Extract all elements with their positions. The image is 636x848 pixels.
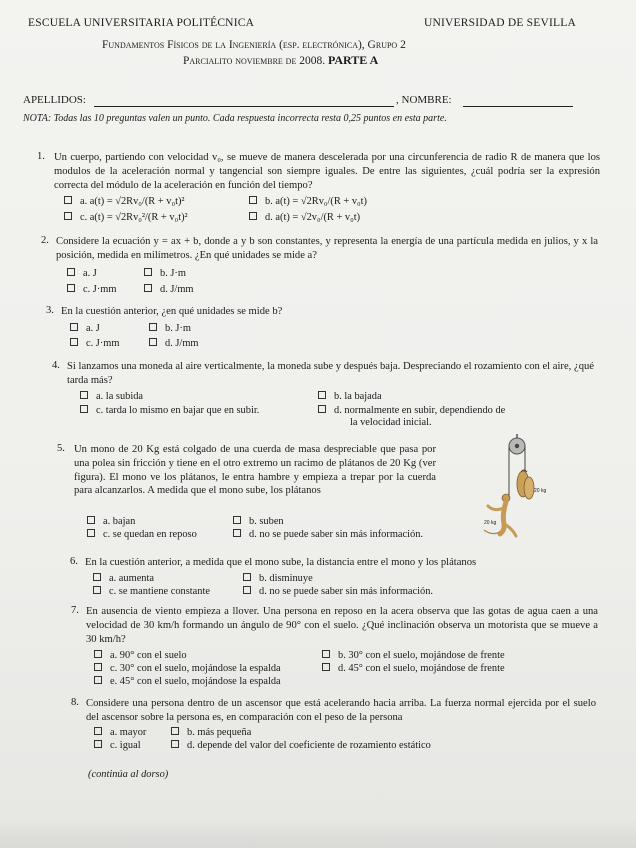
checkbox-icon[interactable]	[67, 268, 75, 276]
question-8-number: 8.	[71, 697, 79, 708]
q4-option-b[interactable]: b. la bajada	[318, 391, 382, 402]
q8-option-a[interactable]: a. mayor	[94, 727, 146, 738]
q3-option-d[interactable]: d. J/mm	[149, 338, 199, 349]
question-7-text: En ausencia de viento empieza a llover. Una persona en reposo en la acera observa que las gotas de agua caen a una velocidad de 30 km/h formando un ángulo de 90° con el suelo. ¿Qué inclinación observa un motorista que se mueve a 30 km/h?	[86, 606, 598, 646]
q1-option-d[interactable]: d. a(t) = √2v₀/(R + v₀t)	[249, 212, 360, 223]
q3-option-b[interactable]: b. J·m	[149, 323, 191, 334]
checkbox-icon[interactable]	[93, 586, 101, 594]
checkbox-icon[interactable]	[70, 338, 78, 346]
q1-option-c[interactable]: c. a(t) = √2Rv₀²/(R + v₀t)²	[64, 212, 188, 223]
q8-option-d[interactable]: d. depende del valor del coeficiente de rozamiento estático	[171, 740, 431, 751]
name-label: , NOMBRE:	[396, 94, 452, 106]
checkbox-icon[interactable]	[87, 516, 95, 524]
q4-option-d-continued: la velocidad inicial.	[350, 417, 432, 428]
q6-option-c[interactable]: c. se mantiene constante	[93, 586, 210, 597]
question-4-text: Si lanzamos una moneda al aire verticalmente, la moneda sube y después baja. Despreciando el rozamiento con el aire, ¿qué tarda más?	[67, 361, 594, 387]
checkbox-icon[interactable]	[149, 338, 157, 346]
checkbox-icon[interactable]	[322, 663, 330, 671]
q4-option-a[interactable]: a. la subida	[80, 391, 143, 402]
monkey-icon	[484, 494, 516, 536]
q6-option-d[interactable]: d. no se puede saber sin más información.	[243, 586, 433, 597]
q7-option-b[interactable]: b. 30° con el suelo, mojándose de frente	[322, 650, 505, 661]
q8-option-b[interactable]: b. más pequeña	[171, 727, 251, 738]
checkbox-icon[interactable]	[94, 727, 102, 735]
continue-note: (continúa al dorso)	[88, 769, 169, 780]
q2-option-a[interactable]: a. J	[67, 268, 97, 279]
question-5-text: Un mono de 20 Kg está colgado de una cuerda de masa despreciable que pasa por una polea sin fricción y tiene en el otro extremo un racimo de plátanos de 20 Kg (ver figura). El mono ve los plátanos, le entra hambre y empieza a trepar por la cuerda para alcanzarlos. A medida que el mono sube, los plátanos	[74, 444, 436, 497]
question-3-number: 3.	[46, 305, 54, 316]
school-name: ESCUELA UNIVERSITARIA POLITÉCNICA	[28, 17, 255, 29]
checkbox-icon[interactable]	[171, 727, 179, 735]
q5-option-a[interactable]: a. bajan	[87, 516, 135, 527]
checkbox-icon[interactable]	[64, 196, 72, 204]
q4-option-c[interactable]: c. tarda lo mismo en bajar que en subir.	[80, 405, 259, 416]
question-1-text: Un cuerpo, partiendo con velocidad v₀, se mueve de manera descelerada por una circunferencia de radio R de manera que los modulos de la aceleración normal y tangencial son siempre iguales. De entre las siguientes, ¿cuál podría ser la expresión correcta del módulo de la aceleración en función del tiempo?	[54, 152, 600, 192]
checkbox-icon[interactable]	[243, 573, 251, 581]
checkbox-icon[interactable]	[87, 529, 95, 537]
q7-option-a[interactable]: a. 90° con el suelo	[94, 650, 187, 661]
checkbox-icon[interactable]	[233, 516, 241, 524]
q1-option-a[interactable]: a. a(t) = √2Rv₀/(R + v₀t)²	[64, 196, 185, 207]
q4-option-d[interactable]: d. normalmente en subir, dependiendo de	[318, 405, 505, 416]
q6-option-b[interactable]: b. disminuye	[243, 573, 313, 584]
q2-option-d[interactable]: d. J/mm	[144, 284, 194, 295]
checkbox-icon[interactable]	[149, 323, 157, 331]
q5-option-d[interactable]: d. no se puede saber sin más información.	[233, 529, 423, 540]
question-6-number: 6.	[70, 556, 78, 567]
checkbox-icon[interactable]	[233, 529, 241, 537]
course-title: Fundamentos Físicos de la Ingeniería (esp. electrónica), Grupo 2	[102, 39, 406, 51]
pulley-figure	[466, 432, 566, 542]
exam-title	[183, 53, 378, 68]
question-7-number: 7.	[71, 605, 79, 616]
q7-option-e[interactable]: e. 45° con el suelo, mojándose la espalda	[94, 676, 281, 687]
bananas-icon	[517, 470, 534, 499]
q7-option-c[interactable]: c. 30° con el suelo, mojándose la espalda	[94, 663, 281, 674]
checkbox-icon[interactable]	[249, 196, 257, 204]
surname-label: APELLIDOS:	[23, 94, 86, 106]
bananas-mass-label: 20 kg	[534, 488, 547, 494]
q3-option-c[interactable]: c. J·mm	[70, 338, 119, 349]
q2-option-b[interactable]: b. J·m	[144, 268, 186, 279]
question-4-number: 4.	[52, 360, 60, 371]
q3-option-a[interactable]: a. J	[70, 323, 100, 334]
checkbox-icon[interactable]	[80, 391, 88, 399]
question-2-number: 2.	[41, 235, 49, 246]
surname-field[interactable]	[94, 106, 394, 107]
question-5-number: 5.	[57, 443, 65, 454]
checkbox-icon[interactable]	[318, 391, 326, 399]
exam-date: Parcialito noviembre de 2008.	[183, 55, 326, 67]
checkbox-icon[interactable]	[243, 586, 251, 594]
question-2-text: Considere la ecuación y = ax + b, donde a y b son constantes, y representa la energía de una partícula medida en julios, y x la posición, medida en milímetros. ¿En qué unidades se mide a?	[56, 236, 598, 262]
checkbox-icon[interactable]	[80, 405, 88, 413]
checkbox-icon[interactable]	[70, 323, 78, 331]
q2-option-c[interactable]: c. J·mm	[67, 284, 116, 295]
checkbox-icon[interactable]	[94, 663, 102, 671]
checkbox-icon[interactable]	[94, 740, 102, 748]
university-name: UNIVERSIDAD DE SEVILLA	[424, 17, 576, 29]
checkbox-icon[interactable]	[93, 573, 101, 581]
exam-note: NOTA: Todas las 10 preguntas valen un punto. Cada respuesta incorrecta resta 0,25 puntos en esta parte.	[23, 113, 447, 124]
question-1-number: 1.	[37, 151, 45, 162]
checkbox-icon[interactable]	[67, 284, 75, 292]
q8-option-c[interactable]: c. igual	[94, 740, 141, 751]
monkey-mass-label: 20 kg	[484, 520, 497, 526]
pulley-icon	[509, 434, 525, 454]
question-3-text: En la cuestión anterior, ¿en qué unidades se mide b?	[61, 306, 283, 317]
q5-option-b[interactable]: b. suben	[233, 516, 284, 527]
checkbox-icon[interactable]	[144, 284, 152, 292]
checkbox-icon[interactable]	[318, 405, 326, 413]
name-field[interactable]	[463, 106, 573, 107]
page-shadow	[0, 818, 636, 848]
checkbox-icon[interactable]	[94, 676, 102, 684]
q5-option-c[interactable]: c. se quedan en reposo	[87, 529, 197, 540]
checkbox-icon[interactable]	[64, 212, 72, 220]
q6-option-a[interactable]: a. aumenta	[93, 573, 154, 584]
checkbox-icon[interactable]	[322, 650, 330, 658]
question-8-text: Considere una persona dentro de un ascensor que está acelerando hacia arriba. La fuerza normal ejercida por el suelo del ascensor sobre la persona es, en comparación con el peso de la persona	[86, 698, 596, 724]
checkbox-icon[interactable]	[249, 212, 257, 220]
checkbox-icon[interactable]	[144, 268, 152, 276]
checkbox-icon[interactable]	[94, 650, 102, 658]
question-6-text: En la cuestión anterior, a medida que el mono sube, la distancia entre el mono y los plátanos	[85, 557, 477, 568]
exam-part: PARTE A	[327, 53, 379, 67]
checkbox-icon[interactable]	[171, 740, 179, 748]
q7-option-d[interactable]: d. 45° con el suelo, mojándose de frente	[322, 663, 505, 674]
q1-option-b[interactable]: b. a(t) = √2Rv₀/(R + v₀t)	[249, 196, 367, 207]
